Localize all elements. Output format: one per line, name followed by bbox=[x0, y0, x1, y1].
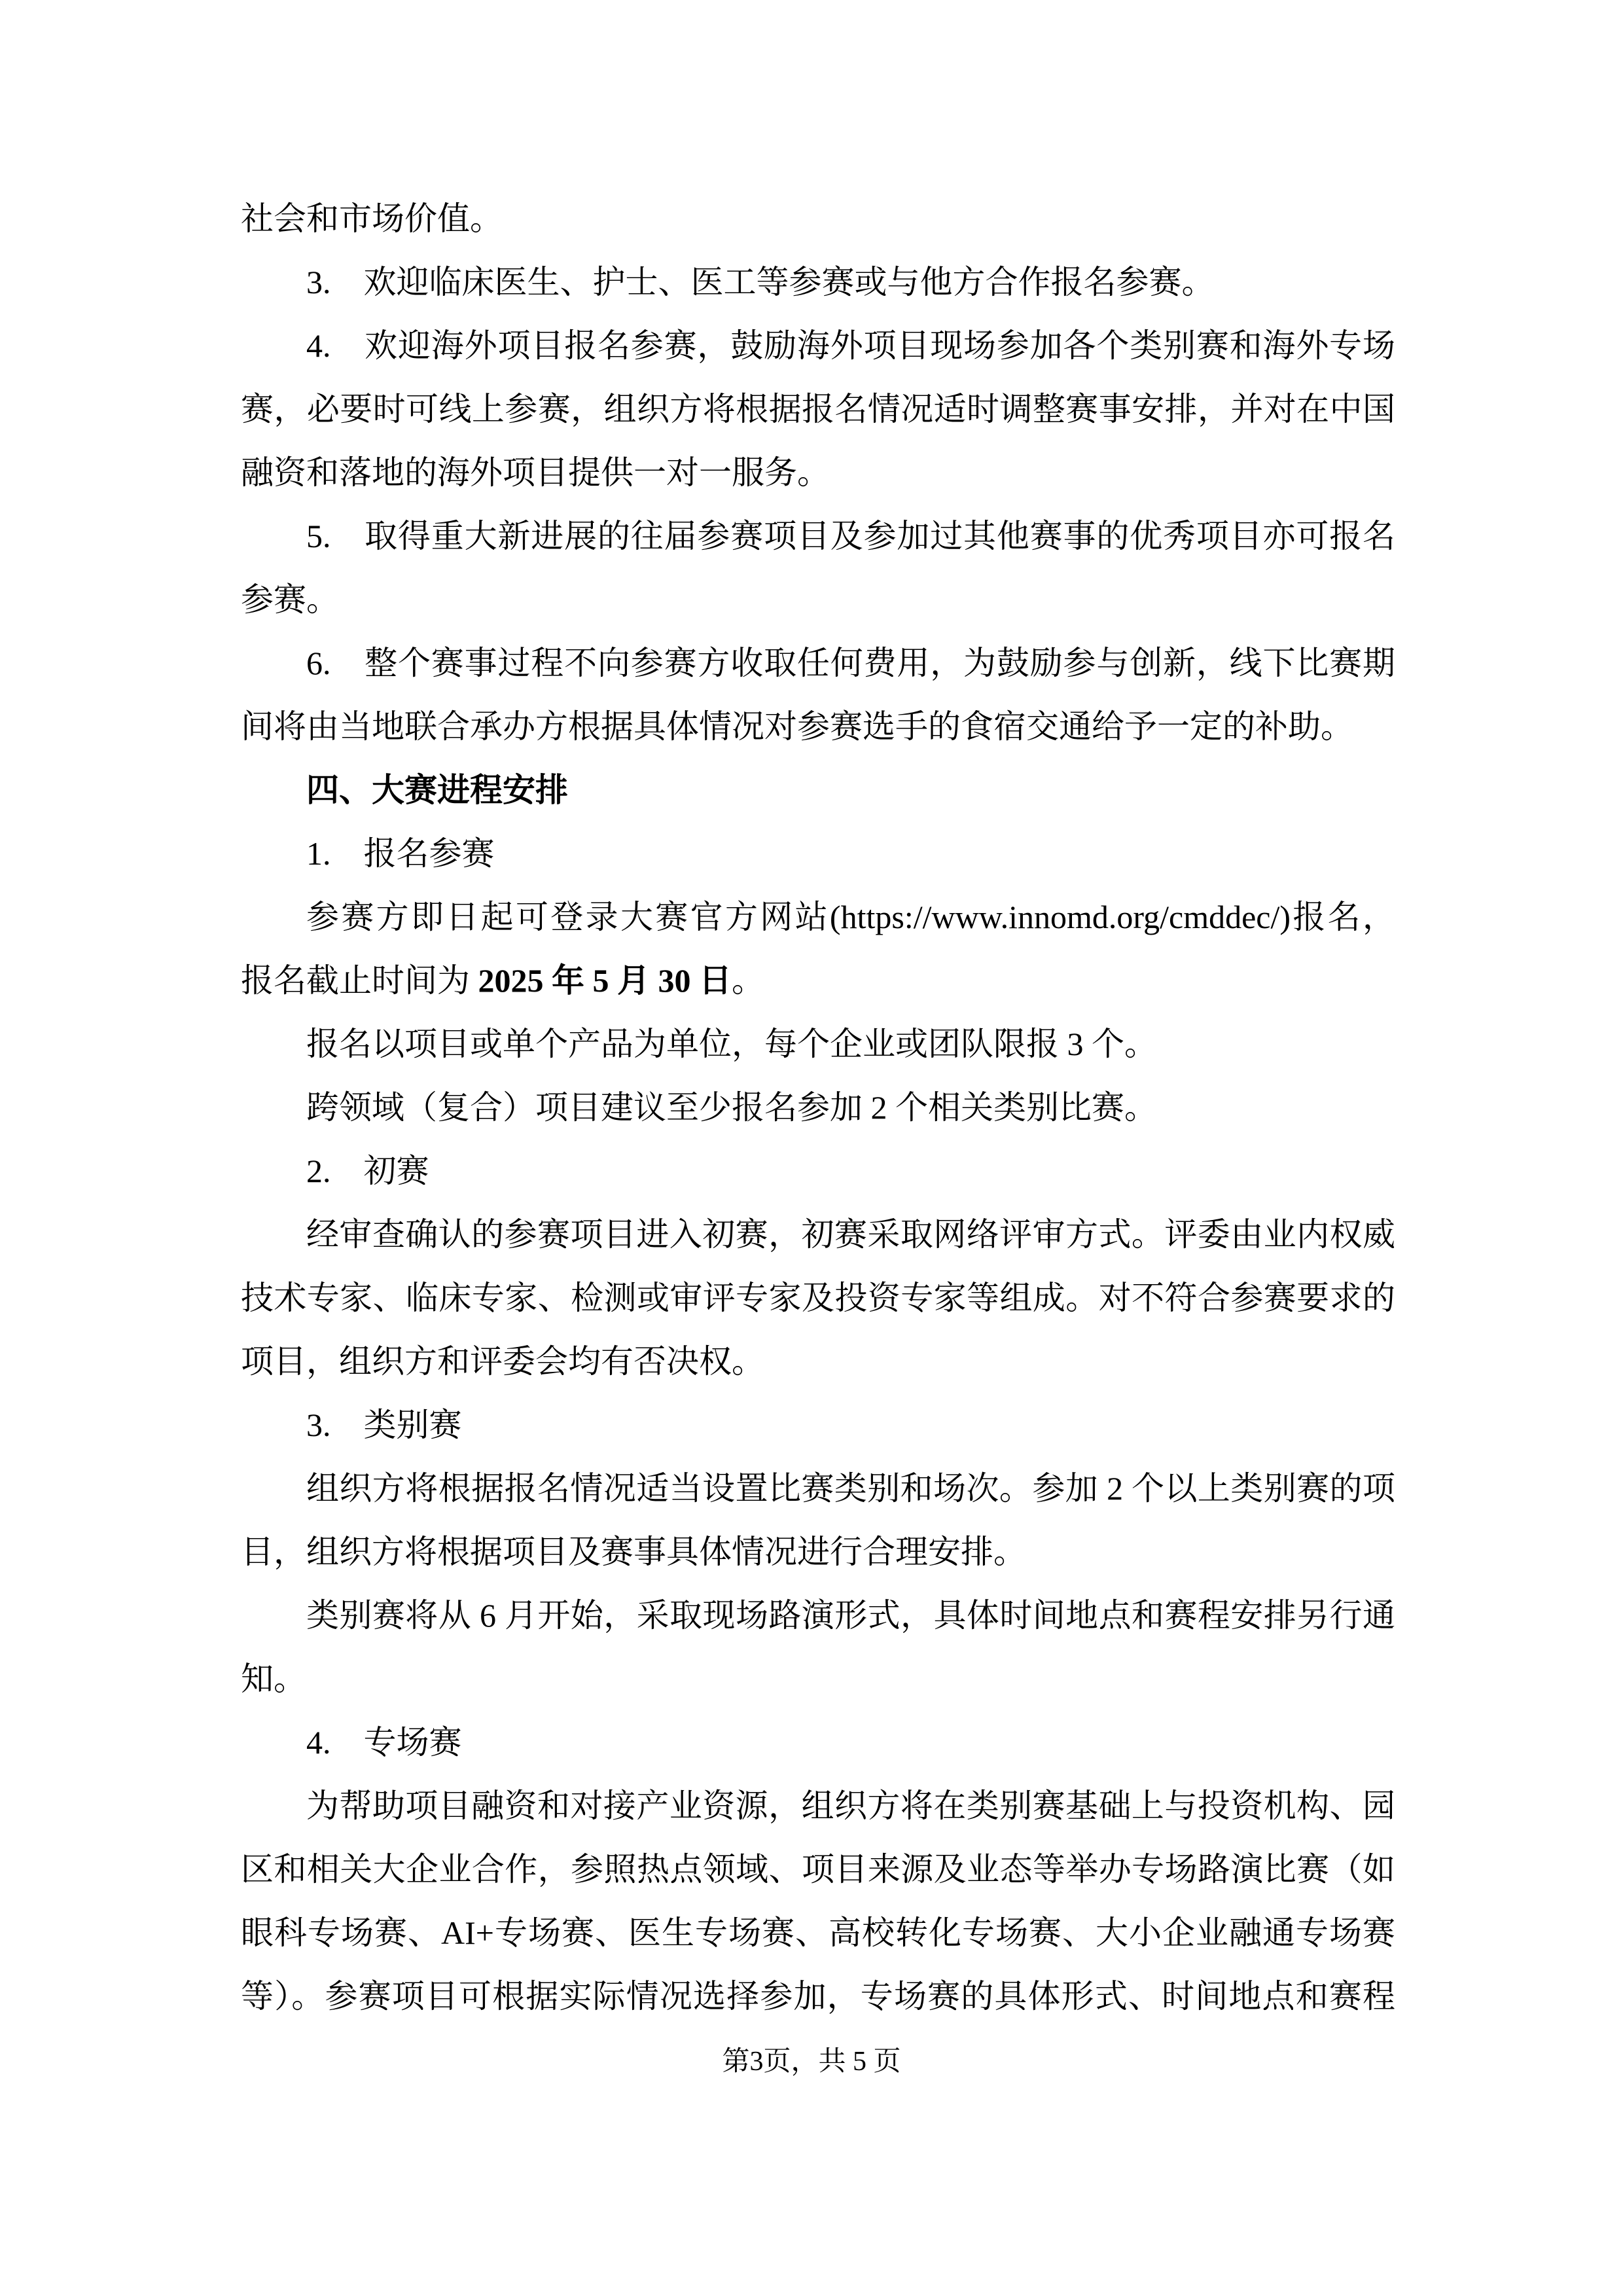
doc-line: 赛，必要时可线上参赛，组织方将根据报名情况适时调整赛事安排，并对在中国 bbox=[241, 391, 1395, 427]
doc-line: 跨领域（复合）项目建议至少报名参加 2 个相关类别比赛。 bbox=[306, 1089, 1157, 1126]
doc-line-with-url: 参赛方即日起可登录大赛官方网站(https://www.innomd.org/cmddec/)报名， bbox=[306, 899, 1395, 935]
doc-line: 参赛。 bbox=[241, 581, 339, 618]
doc-line: 报名以项目或单个产品为单位，每个企业或团队限报 3 个。 bbox=[306, 1026, 1157, 1062]
doc-line: 类别赛将从 6 月开始，采取现场路演形式，具体时间地点和赛程安排另行通 bbox=[306, 1597, 1395, 1634]
doc-line: 眼科专场赛、AI+专场赛、医生专场赛、高校转化专场赛、大小企业融通专场赛 bbox=[241, 1914, 1395, 1951]
doc-line: 区和相关大企业合作，参照热点领域、项目来源及业态等举办专场路演比赛（如 bbox=[241, 1851, 1395, 1888]
doc-line: 融资和落地的海外项目提供一对一服务。 bbox=[241, 454, 830, 491]
doc-line: 目，组织方将根据项目及赛事具体情况进行合理安排。 bbox=[241, 1534, 1026, 1570]
doc-line: 间将由当地联合承办方根据具体情况对参赛选手的食宿交通给予一定的补助。 bbox=[241, 708, 1353, 745]
list-item-title: 2. 初赛 bbox=[306, 1153, 429, 1189]
doc-line: 社会和市场价值。 bbox=[241, 200, 503, 237]
deadline-suffix: 。 bbox=[732, 962, 764, 999]
doc-line: 知。 bbox=[241, 1660, 306, 1697]
list-item-title: 1. 报名参赛 bbox=[306, 835, 495, 872]
doc-line: 3. 欢迎临床医生、护士、医工等参赛或与他方合作报名参赛。 bbox=[306, 264, 1215, 300]
doc-line: 4. 欢迎海外项目报名参赛，鼓励海外项目现场参加各个类别赛和海外专场 bbox=[306, 327, 1395, 364]
doc-line: 等）。参赛项目可根据实际情况选择参加，专场赛的具体形式、时间地点和赛程 bbox=[241, 1978, 1395, 2015]
list-item-title: 3. 类别赛 bbox=[306, 1407, 462, 1443]
section-heading: 四、大赛进程安排 bbox=[306, 772, 568, 808]
deadline-prefix: 报名截止时间为 bbox=[241, 962, 478, 999]
doc-line: 项目，组织方和评委会均有否决权。 bbox=[241, 1343, 764, 1380]
doc-line: 技术专家、临床专家、检测或审评专家及投资专家等组成。对不符合参赛要求的 bbox=[241, 1280, 1395, 1316]
doc-line: 5. 取得重大新进展的往届参赛项目及参加过其他赛事的优秀项目亦可报名 bbox=[306, 518, 1395, 554]
doc-line: 6. 整个赛事过程不向参赛方收取任何费用，为鼓励参与创新，线下比赛期 bbox=[306, 645, 1395, 681]
doc-line-deadline bbox=[241, 949, 1395, 1013]
text-block bbox=[241, 187, 1395, 2028]
list-item-title: 4. 专场赛 bbox=[306, 1724, 462, 1761]
deadline-date: 2025 年 5 月 30 日 bbox=[478, 962, 732, 999]
doc-line: 经审查确认的参赛项目进入初赛，初赛采取网络评审方式。评委由业内权威 bbox=[306, 1216, 1395, 1253]
page-footer: 第3页，共 5 页 bbox=[722, 2047, 901, 2077]
doc-line: 为帮助项目融资和对接产业资源，组织方将在类别赛基础上与投资机构、园 bbox=[306, 1787, 1395, 1824]
doc-line: 组织方将根据报名情况适当设置比赛类别和场次。参加 2 个以上类别赛的项 bbox=[306, 1470, 1395, 1507]
